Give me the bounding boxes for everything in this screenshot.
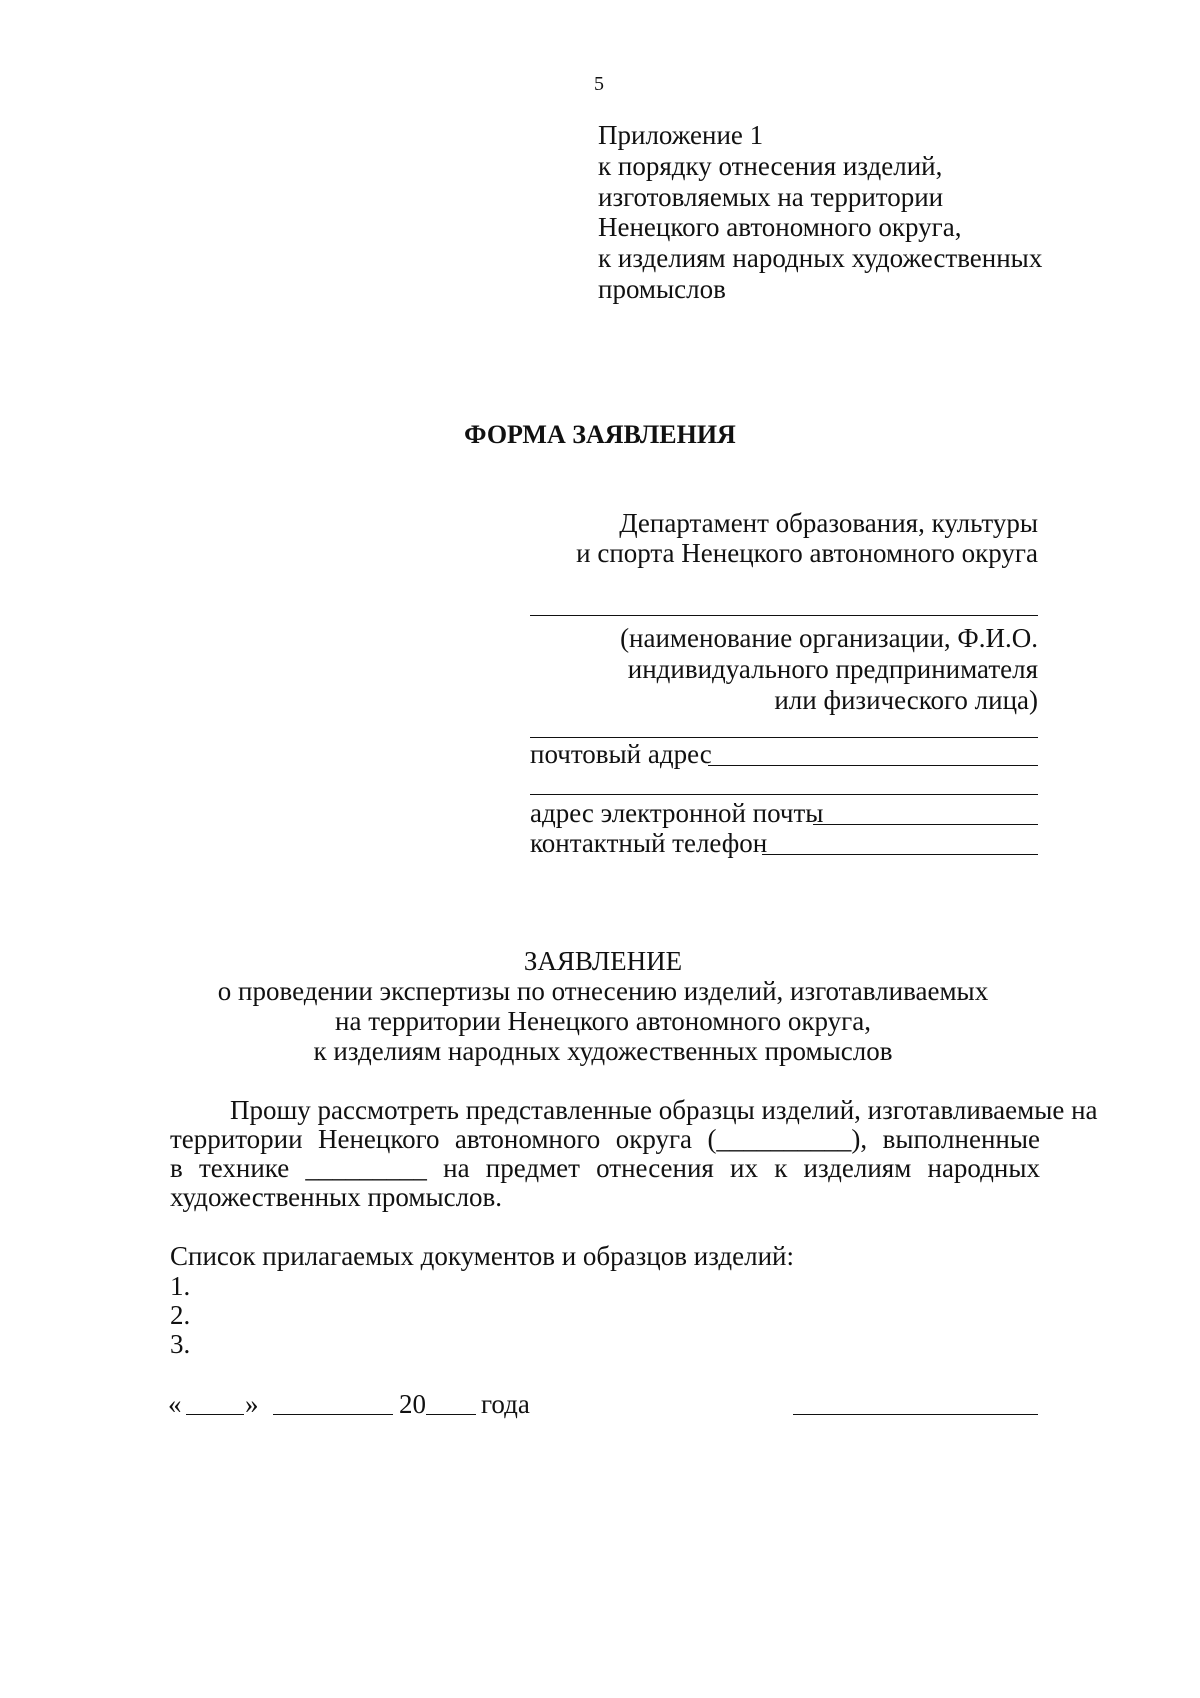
date-open-quote: «: [168, 1389, 182, 1419]
day-field[interactable]: [186, 1414, 244, 1415]
appendix-line: к изделиям народных художественных: [598, 243, 1043, 273]
applicant-extra-field[interactable]: [530, 737, 1038, 738]
word: выполненные: [882, 1124, 1040, 1154]
year-field[interactable]: [426, 1414, 476, 1415]
date-close-quote: »: [245, 1389, 259, 1419]
word: в: [170, 1153, 183, 1183]
body-line-justified: [170, 1126, 1040, 1153]
applicant-hint-line: (наименование организации, Ф.И.О.: [620, 623, 1038, 653]
email-field[interactable]: [813, 824, 1038, 825]
word: территории: [170, 1124, 303, 1154]
word: предмет: [485, 1153, 580, 1183]
statement-title: ЗАЯВЛЕНИЕ: [523, 946, 683, 976]
appendix-line: Приложение 1: [598, 120, 764, 150]
month-field[interactable]: [273, 1414, 393, 1415]
year-prefix: 20: [399, 1389, 426, 1419]
body-line: художественных промыслов.: [170, 1182, 503, 1212]
word: Ненецкого: [317, 1124, 440, 1154]
postal-address-label: почтовый адрес: [530, 739, 712, 769]
year-suffix: года: [481, 1389, 530, 1419]
word: изделиям: [803, 1153, 912, 1183]
phone-field[interactable]: [762, 854, 1038, 855]
phone-label: контактный телефон: [530, 828, 768, 858]
appendix-line: к порядку отнесения изделий,: [598, 151, 943, 181]
word: их: [730, 1153, 758, 1183]
addressee-line: и спорта Ненецкого автономного округа: [576, 538, 1038, 568]
statement-subtitle-line: на территории Ненецкого автономного округа,: [335, 1006, 871, 1036]
documents-item: 1.: [170, 1271, 191, 1301]
appendix-line: промыслов: [598, 274, 726, 304]
documents-item: 3.: [170, 1329, 191, 1359]
body-line: Прошу рассмотреть представленные образцы изделий, изготавливаемые на: [230, 1095, 1098, 1125]
body-line-justified: [170, 1155, 1040, 1182]
documents-item: 2.: [170, 1300, 191, 1330]
word: отнесения: [596, 1153, 714, 1183]
statement-subtitle-line: о проведении экспертизы по отнесению изделий, изготавливаемых: [217, 976, 989, 1006]
applicant-hint-line: или физического лица): [774, 685, 1038, 715]
statement-subtitle-line: к изделиям народных художественных промыслов: [313, 1036, 893, 1066]
word: к: [774, 1153, 788, 1183]
addressee-line: Департамент образования, культуры: [619, 508, 1038, 538]
page-number: 5: [594, 73, 604, 95]
documents-heading: Список прилагаемых документов и образцов изделий:: [170, 1241, 794, 1271]
word: технике: [198, 1153, 290, 1183]
word: автономного: [454, 1124, 601, 1154]
word: _________: [305, 1153, 427, 1183]
appendix-line: Ненецкого автономного округа,: [598, 212, 962, 242]
email-label: адрес электронной почты: [530, 798, 824, 828]
applicant-hint-line: индивидуального предпринимателя: [627, 654, 1038, 684]
signature-field[interactable]: [793, 1414, 1038, 1415]
appendix-line: изготовляемых на территории: [598, 182, 944, 212]
word: на: [443, 1153, 470, 1183]
postal-address-field[interactable]: [708, 765, 1038, 766]
form-title: ФОРМА ЗАЯВЛЕНИЯ: [464, 420, 736, 449]
applicant-name-field[interactable]: [530, 615, 1038, 616]
word: округа: [615, 1124, 693, 1154]
word: народных: [927, 1153, 1040, 1183]
word: (__________),: [707, 1124, 868, 1154]
postal-address-extra-field[interactable]: [530, 794, 1038, 795]
